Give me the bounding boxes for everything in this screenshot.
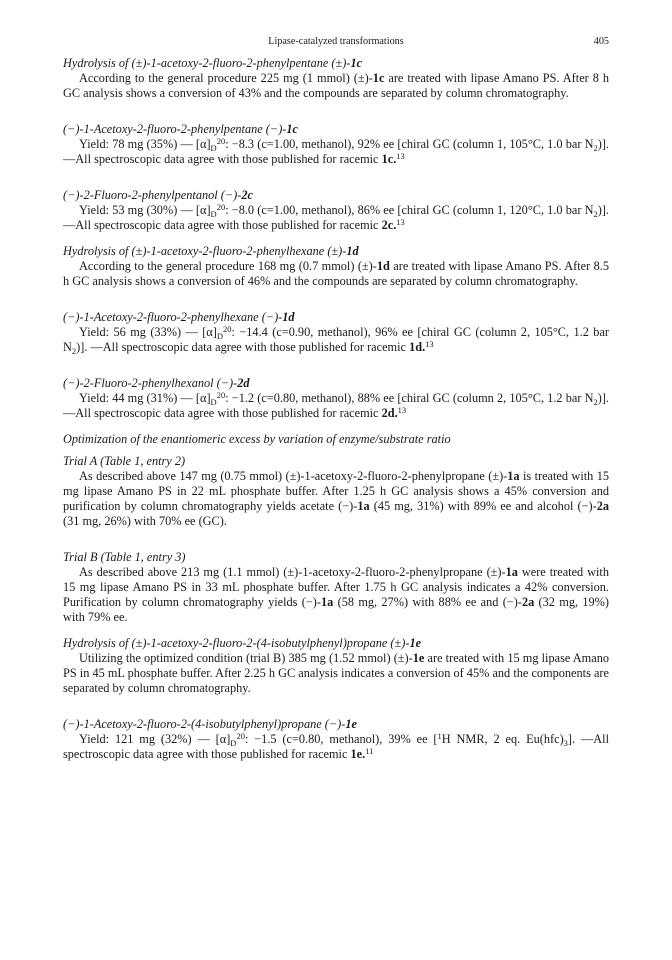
compound-entry-1c: [63, 122, 609, 167]
compound-data: Yield: 78 mg (35%) — $[\alpha]_D^{20}$: −8.3 (c=1.00, methanol), 92% ee [chiral GC (column 1, 105°C, 1.0 bar $N_2$)]. —All spectroscopic data agree with those published for racemic 1c.$^{13}$: [63, 135, 609, 166]
compound-data: Yield: 53 mg (30%) — $[\alpha]_D^{20}$: −8.0 (c=1.00, methanol), 86% ee [chiral GC (column 1, 120°C, 1.0 bar $N_2$)]. —All spectroscopic data agree with those published for racemic 2c.$^{13}$: [63, 201, 609, 232]
section-hydrolysis-1e: [63, 636, 609, 696]
trial-paragraph: As described above 213 mg (1.1 mmol) (±)-1-acetoxy-2-fluoro-2-phenylpropane (±)-1a were treated with 15 mg lipase Amano PS in 33 mL phosphate buffer. After 1.75 h GC analysis indicates a 42% conversion. Purification by column chromatography yields (−)-1a (58 mg, 27%) with 88% ee and (−)-2a (32 mg, 19%) with 79% ee.: [63, 565, 609, 624]
compound-entry-2d: [63, 376, 609, 421]
reference-mark: 13: [425, 338, 434, 349]
optimization-heading: Optimization of the enantiomeric excess by variation of enzyme/substrate ratio: [63, 432, 451, 446]
section-heading: Hydrolysis of (±)-1-acetoxy-2-fluoro-2-(4-isobutylphenyl)propane (±)-1e: [63, 636, 422, 650]
section-hydrolysis-1d: [63, 244, 609, 289]
section-heading: Hydrolysis of (±)-1-acetoxy-2-fluoro-2-phenylpentane (±)-1c: [63, 56, 363, 70]
trial-paragraph: As described above 147 mg (0.75 mmol) (±)-1-acetoxy-2-fluoro-2-phenylpropane (±)-1a is treated with 15 mg lipase Amano PS in 22 mL phosphate buffer. After 1.25 h GC analysis shows a 45% conversion and purification by column chromatography yields acetate (−)-1a (45 mg, 31%) with 89% ee and alcohol (−)-2a (31 mg, 26%) with 70% ee (GC).: [63, 469, 609, 528]
trial-a: [63, 454, 609, 529]
compound-heading: (−)-1-Acetoxy-2-fluoro-2-(4-isobutylphenyl)propane (−)-1e: [63, 717, 357, 731]
compound-heading: (−)-2-Fluoro-2-phenylpentanol (−)-2c: [63, 188, 253, 202]
compound-heading: (−)-1-Acetoxy-2-fluoro-2-phenylpentane (−)-1c: [63, 122, 298, 136]
compound-heading: (−)-1-Acetoxy-2-fluoro-2-phenylhexane (−)-1d: [63, 310, 295, 324]
section-paragraph: According to the general procedure 225 mg (1 mmol) (±)-1c are treated with lipase Amano PS. After 8 h GC analysis shows a conversion of 43% and the compounds are separated by column chromatography.: [63, 71, 609, 100]
page-header: [63, 34, 609, 49]
compound-entry-1d: [63, 310, 609, 355]
journal-page: [63, 34, 609, 762]
section-paragraph: According to the general procedure 168 mg (0.7 mmol) (±)-1d are treated with lipase Amano PS. After 8.5 h GC analysis shows a conversion of 46% and the compounds are separated by column chromatography.: [63, 259, 609, 288]
compound-data: Yield: 56 mg (33%) — $[\alpha]_D^{20}$: −14.4 (c=0.90, methanol), 96% ee [chiral GC (column 2, 105°C, 1.2 bar $N_2$)]. —All spectroscopic data agree with those published for racemic 1d.$^{13}$: [63, 323, 610, 356]
section-heading: Hydrolysis of (±)-1-acetoxy-2-fluoro-2-phenylhexane (±)-1d: [63, 244, 359, 258]
section-paragraph: Utilizing the optimized condition (trial B) 385 mg (1.52 mmol) (±)-1e are treated with 15 mg lipase Amano PS in 45 mL phosphate buffer. After 2.25 h GC analysis indicates a conversion of 45% and the components are separated by column chromatography.: [63, 651, 610, 695]
compound-entry-1e: [63, 717, 609, 762]
trial-heading: Trial B (Table 1, entry 3): [63, 550, 186, 564]
reference-mark: 13: [396, 150, 405, 161]
reference-mark: 13: [397, 404, 407, 415]
compound-data: Yield: 121 mg (32%) — $[\alpha]_D^{20}$: −1.5 (c=0.80, methanol), 39% ee [$^1$H NMR, 2 eq. $Eu(hfc)_3$]. —All spectroscopic data agree with those published for racemic 1e.$^{11}$: [63, 730, 609, 761]
section-hydrolysis-1c: [63, 56, 609, 101]
compound-entry-2c: [63, 188, 609, 233]
reference-mark: 13: [396, 216, 405, 227]
trial-heading: Trial A (Table 1, entry 2): [63, 454, 186, 468]
running-title: Lipase-catalyzed transformations: [268, 36, 404, 47]
compound-heading: (−)-2-Fluoro-2-phenylhexanol (−)-2d: [63, 376, 250, 390]
page-number: 405: [593, 36, 609, 47]
trial-b: [63, 550, 609, 625]
compound-data: Yield: 44 mg (31%) — $[\alpha]_D^{20}$: −1.2 (c=0.80, methanol), 88% ee [chiral GC (column 2, 105°C, 1.2 bar $N_2$)]. —All spectroscopic data agree with those published for racemic 2d.$^{13}$: [63, 389, 609, 420]
reference-mark: 11: [365, 745, 374, 756]
